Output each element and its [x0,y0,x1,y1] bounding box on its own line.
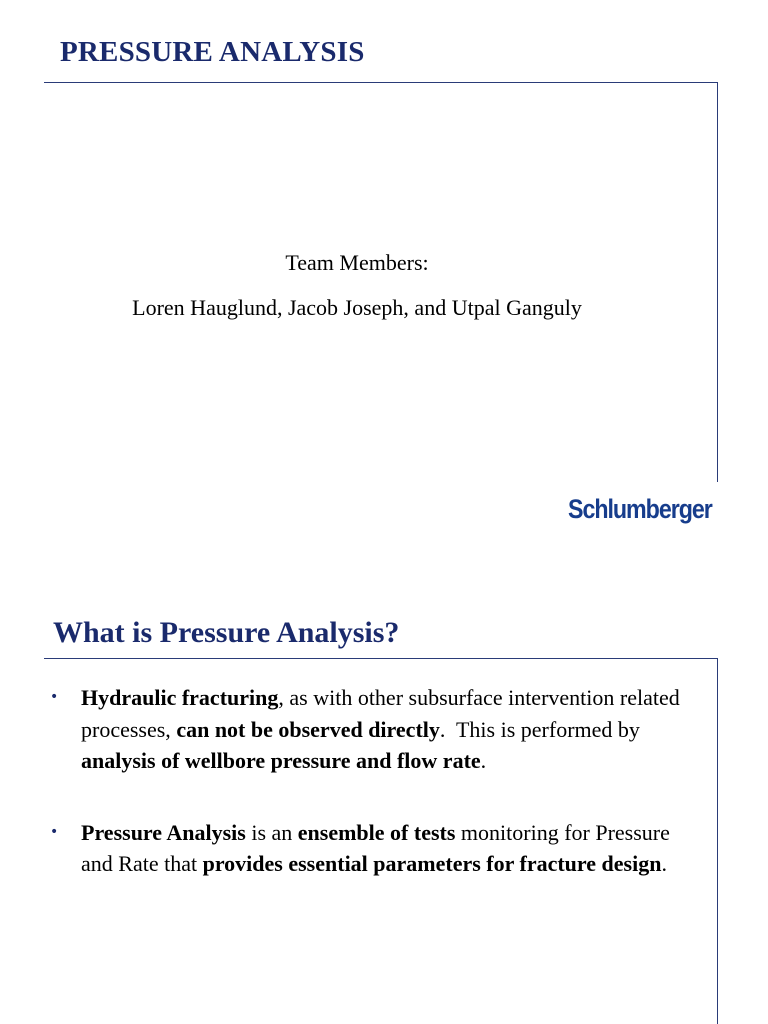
bullet-text [81,685,680,773]
slide-title: What is Pressure Analysis? [53,616,400,649]
bold-term: can not be observed directly [176,716,440,742]
bold-term: ensemble of tests [297,819,456,845]
bold-term: Hydraulic fracturing [81,685,279,710]
bullet-text [81,820,670,877]
bullet-item [50,682,700,777]
slide-title: PRESSURE ANALYSIS [60,36,365,68]
bold-term: analysis of wellbore pressure and flow rate [81,748,481,773]
team-members-names: Loren Hauglund, Jacob Joseph, and Utpal Ganguly [132,295,582,320]
right-border-line [717,82,718,482]
right-border-line [717,658,718,1024]
text-run: , as with other subsurface intervention related processes, [81,685,680,742]
bold-term: provides essential parameters for fracture design [202,851,662,876]
content-slide [0,576,768,1024]
bullet-item [50,817,700,880]
team-members-heading: Team Members: [285,250,429,275]
text-run: . This is performed by [439,716,646,742]
text-run: monitoring for Pressure and Rate that [81,819,670,876]
bullet-list [50,682,700,920]
title-underline [44,82,718,83]
bullet-dot-icon: • [50,689,59,705]
bold-term: Pressure Analysis [81,819,246,845]
text-run: is an [245,819,298,845]
text-run: . [480,748,487,773]
schlumberger-logo: Schlumberger [568,494,712,524]
bullet-dot-icon: • [50,823,59,840]
title-underline [44,658,718,659]
text-run: . [661,851,667,876]
